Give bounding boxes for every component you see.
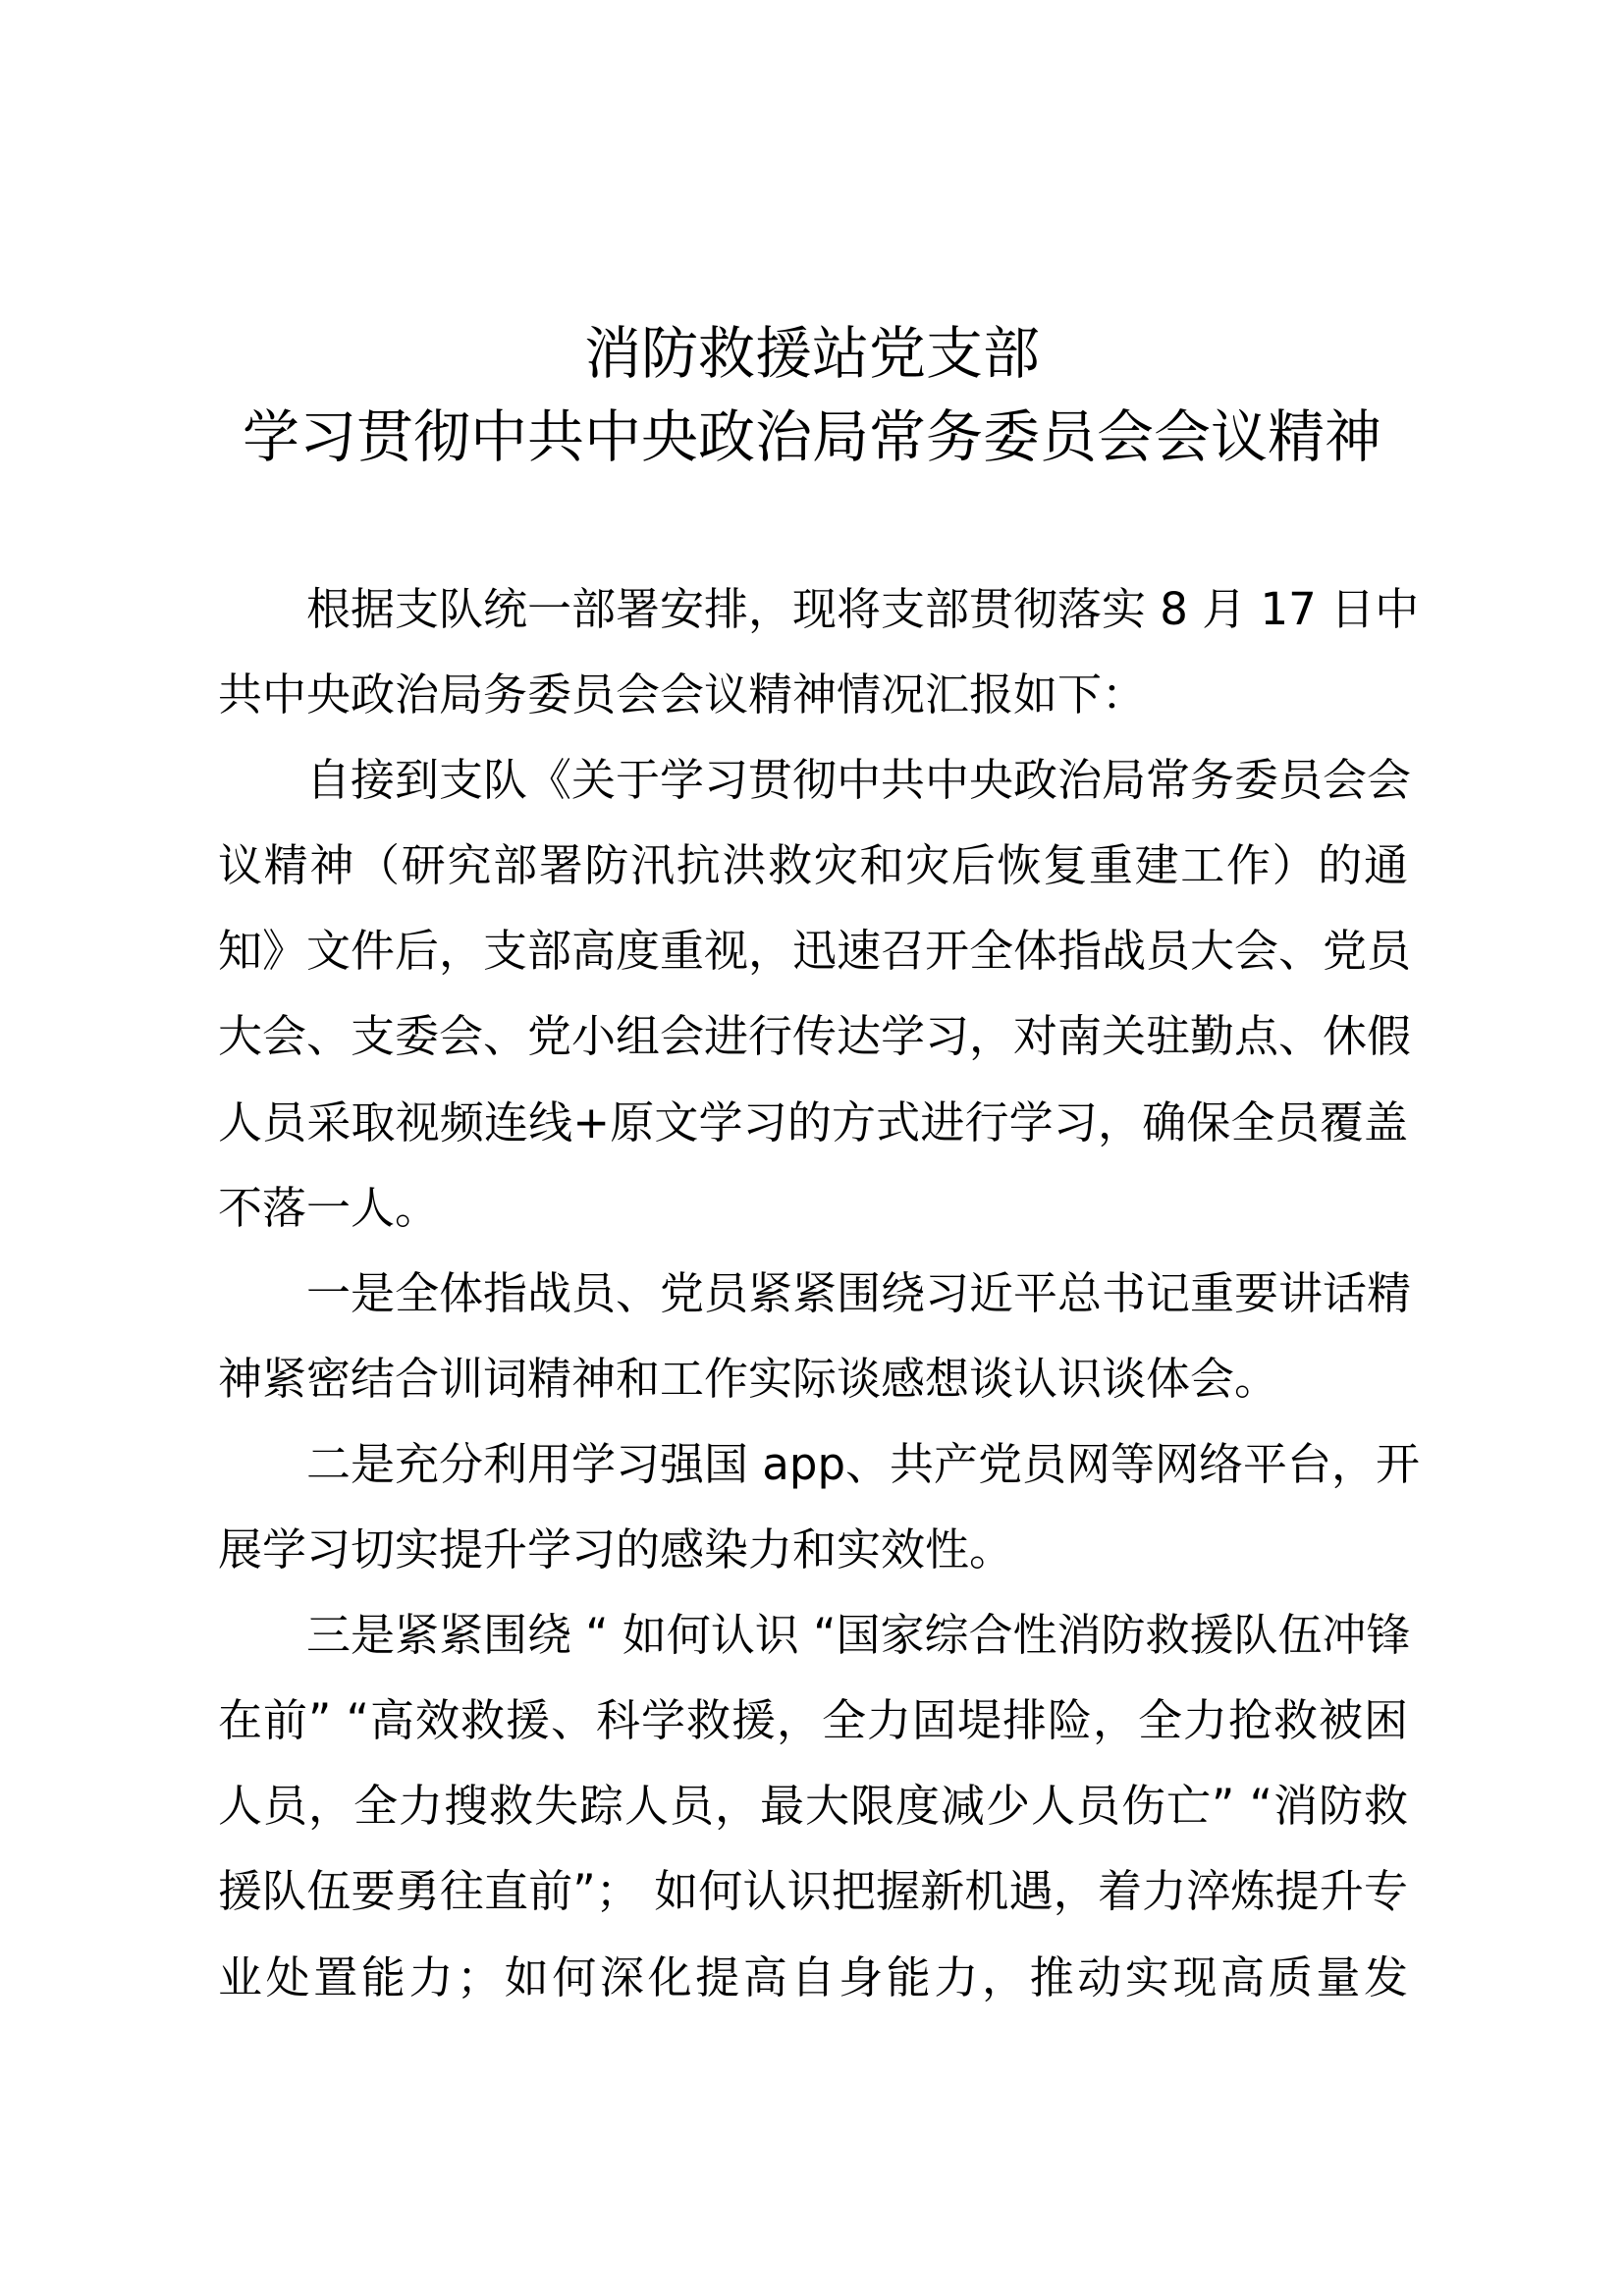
paragraph-line: 共中央政治局务委员会会议精神情况汇报如下：: [218, 668, 1147, 721]
document-body: [218, 566, 1421, 2020]
paragraph-line: 自接到支队《关于学习贯彻中共中央政治局常务委员会会: [306, 754, 1412, 807]
paragraph: [218, 566, 1420, 737]
paragraph-line: 人员采取视频连线+原文学习的方式进行学习，确保全员覆盖: [218, 1095, 1408, 1148]
paragraph-line: 业处置能力；如何深化提高自身能力，推动实现高质量发: [218, 1950, 1408, 2003]
paragraph-line: 大会、支委会、党小组会进行传达学习，对南关驻勤点、休假: [218, 1010, 1412, 1063]
document-title-line-2: 学习贯彻中共中央政治局常务委员会会议精神: [242, 403, 1381, 470]
document-title-line-1: 消防救援站党支部: [583, 320, 1040, 387]
paragraph-line: 展学习切实提升学习的感染力和实效性。: [218, 1523, 1014, 1576]
paragraph-line: 神紧密结合训词精神和工作实际谈感想谈认识谈体会。: [218, 1352, 1279, 1405]
paragraph: [218, 1592, 1411, 2019]
paragraph-line: 一是全体指战员、党员紧紧围绕习近平总书记重要讲话精: [306, 1266, 1412, 1319]
paragraph: [218, 1251, 1412, 1421]
paragraph-line: 议精神（研究部署防汛抗洪救灾和灾后恢复重建工作）的通: [218, 839, 1408, 892]
paragraph-line: 援队伍要勇往直前”； 如何认识把握新机遇，着力淬炼提升专: [218, 1865, 1408, 1918]
paragraph-line: 二是充分利用学习强国 app、共产党员网等网络平台，开: [306, 1437, 1421, 1490]
paragraph-line: 不落一人。: [218, 1181, 440, 1234]
paragraph-line: 人员，全力搜救失踪人员，最大限度减少人员伤亡” “消防救: [218, 1780, 1408, 1833]
paragraph-line: 在前” “高效救援、科学救援，全力固堤排险，全力抢救被困: [218, 1694, 1408, 1747]
paragraph-line: 知》文件后，支部高度重视，迅速召开全体指战员大会、党员: [218, 925, 1412, 978]
paragraph-line: 三是紧紧围绕 “ 如何认识 “国家综合性消防救援队伍冲锋: [306, 1609, 1411, 1662]
paragraph-line: 根据支队统一部署安排，现将支部贯彻落实 8 月 17 日中: [306, 583, 1420, 635]
paragraph: [218, 1421, 1421, 1592]
paragraph: [218, 737, 1412, 1251]
